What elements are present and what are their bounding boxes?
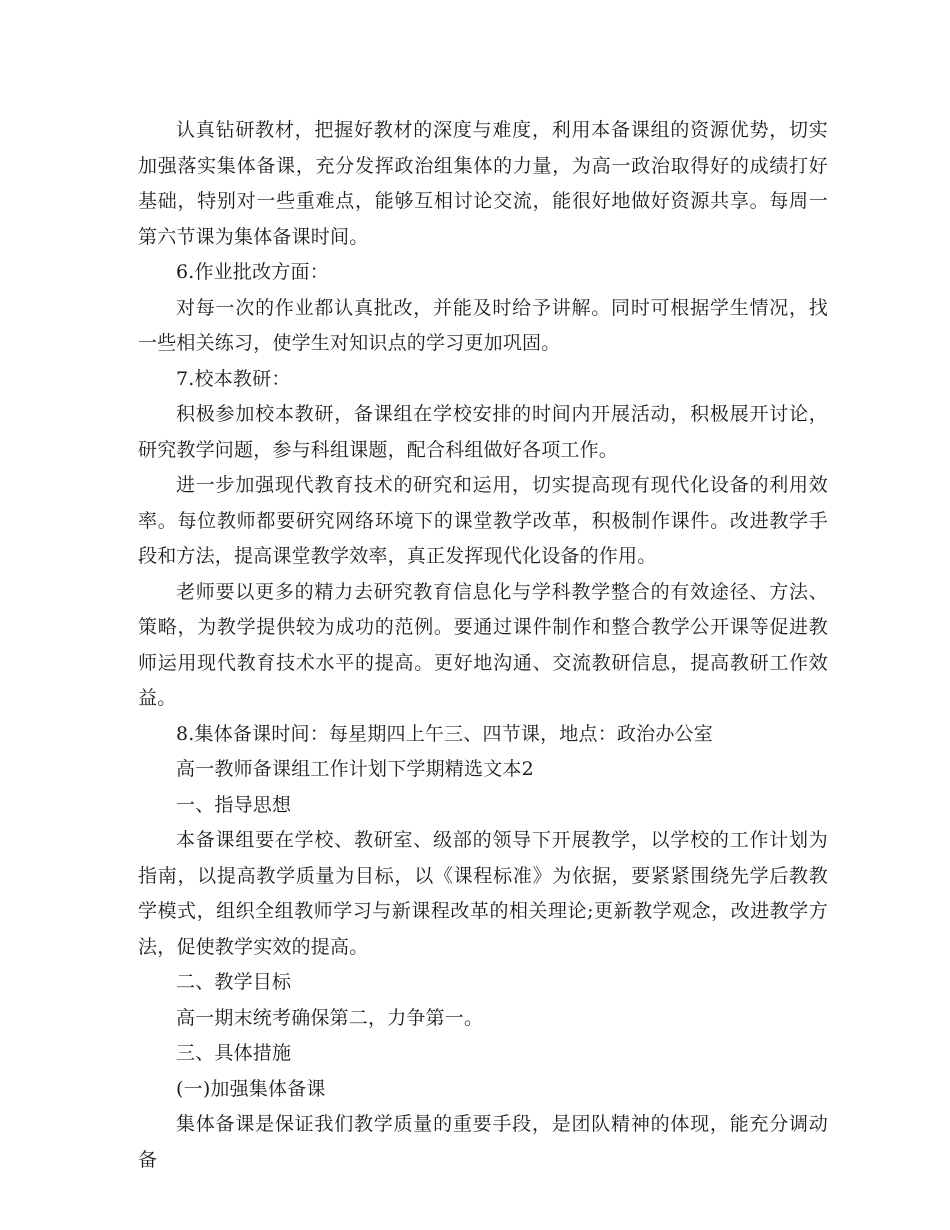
heading-guiding-ideology: 一、指导思想 [176, 793, 292, 816]
paragraph-informatization: 老师要以更多的精力去研究教育信息化与学科教学整合的有效途径、方法、策略，为教学提供较为成功的范例。要通过课件制作和整合教学公开课等促进教师运用现代教育技术水平的提高。更好地沟通、交流教研信息，提高教研工作效益。 [138, 580, 828, 709]
paragraph-teaching-goals: 高一期末统考确保第二，力争第一。 [176, 1006, 484, 1029]
paragraph-guiding-ideology: 本备课组要在学校、教研室、级部的领导下开展教学，以学校的工作计划为指南，以提高教学质量为目标，以《课程标准》为依据，要紧紧围绕先学后教教学模式，组织全组教师学习与新课程改革的相关理论;更新教学观念，改进教学方法，促使教学实效的提高。 [138, 829, 828, 958]
document-body [138, 113, 828, 1178]
subheading-strengthen-prep: (一)加强集体备课 [176, 1077, 326, 1100]
paragraph-school-research: 积极参加校本教研，备课组在学校安排的时间内开展活动，积极展开讨论，研究教学问题，参与科组课题，配合科组做好各项工作。 [138, 403, 828, 461]
heading-teaching-goals: 二、教学目标 [176, 971, 292, 993]
paragraph-homework-correction: 对每一次的作业都认真批改，并能及时给予讲解。同时可根据学生情况，找一些相关练习，使学生对知识点的学习更加巩固。 [138, 296, 828, 354]
heading-school-research: 7.校本教研： [176, 367, 291, 390]
paragraph-education-technology: 进一步加强现代教育技术的研究和运用，切实提高现有现代化设备的利用效率。每位教师都要研究网络环境下的课堂教学改革，积极制作课件。改进教学手段和方法，提高课堂教学效率，真正发挥现代化设备的作用。 [138, 474, 828, 567]
paragraph-strengthen-prep: 集体备课是保证我们教学质量的重要手段，是团队精神的体现，能充分调动备 [138, 1113, 828, 1171]
section-title-text2: 高一教师备课组工作计划下学期精选文本2 [176, 758, 534, 780]
heading-homework-correction: 6.作业批改方面： [176, 261, 329, 283]
paragraph-prep-schedule: 8.集体备课时间：每星期四上午三、四节课，地点：政治办公室 [176, 722, 713, 745]
paragraph-collective-lesson-prep: 认真钻研教材，把握好教材的深度与难度，利用本备课组的资源优势，切实加强落实集体备课，充分发挥政治组集体的力量，为高一政治取得好的成绩打好基础，特别对一些重难点，能够互相讨论交流，能很好地做好资源共享。每周一第六节课为集体备课时间。 [138, 119, 828, 248]
heading-specific-measures: 三、具体措施 [176, 1042, 292, 1064]
